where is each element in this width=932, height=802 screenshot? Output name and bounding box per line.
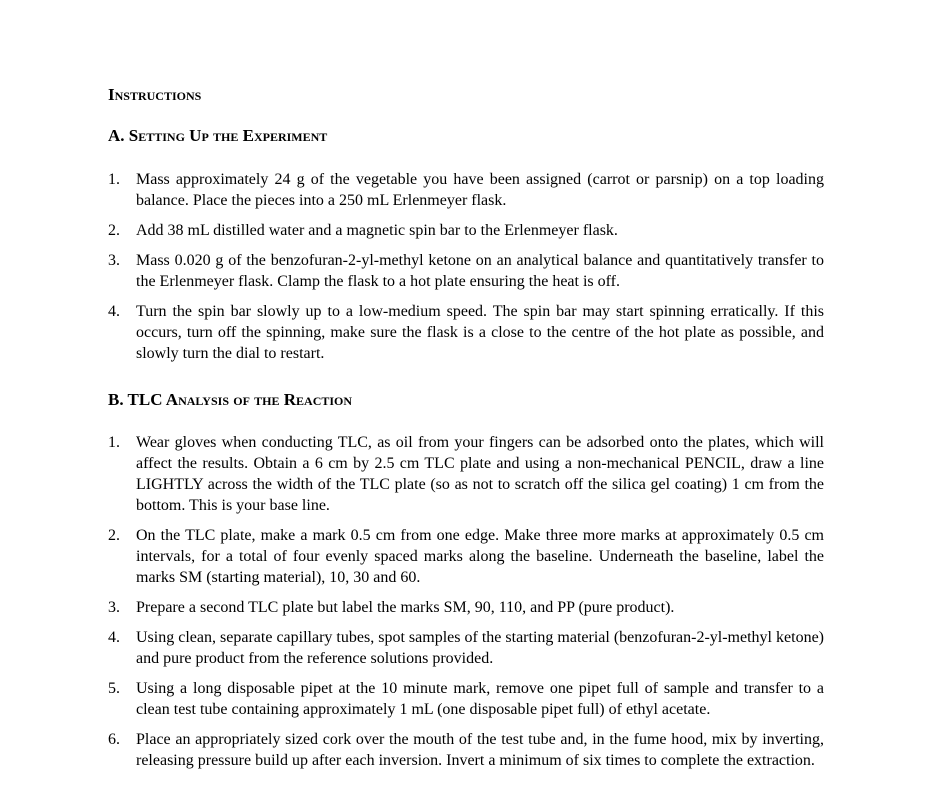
step-text: Place an appropriately sized cork over the mouth of the test tube and, in the fume hood, mix by inverting, releasing pressure build up after each inversion. Invert a minimum of six times to complete the extraction. — [136, 731, 824, 769]
instructions-heading: Instructions — [108, 85, 202, 104]
section-b-heading: B. TLC Analysis of the Reaction — [108, 390, 353, 409]
step-number: 4. — [108, 303, 120, 320]
section-b-step-1 — [108, 432, 824, 516]
step-number: 3. — [108, 599, 120, 616]
step-number: 1. — [108, 171, 120, 188]
section-a-heading: A. Setting Up the Experiment — [108, 126, 328, 145]
step-text: Mass 0.020 g of the benzofuran-2-yl-methyl ketone on an analytical balance and quantitatively transfer to the Erlenmeyer flask. Clamp the flask to a hot plate ensuring the heat is off. — [136, 252, 824, 290]
section-b-step-4 — [108, 627, 824, 669]
step-text: Mass approximately 24 g of the vegetable you have been assigned (carrot or parsnip) on a top loading balance. Place the pieces into a 250 mL Erlenmeyer flask. — [136, 171, 824, 209]
step-text: Wear gloves when conducting TLC, as oil from your fingers can be adsorbed onto the plates, which will affect the results. Obtain a 6 cm by 2.5 cm TLC plate and using a non-mechanical PENCIL, draw a line LIGHTLY across the width of the TLC plate (so as not to scratch off the silica gel coating) 1 cm from the bottom. This is your base line. — [136, 434, 824, 514]
step-text: Prepare a second TLC plate but label the marks SM, 90, 110, and PP (pure product). — [136, 599, 675, 616]
step-number: 2. — [108, 222, 120, 239]
step-text: Using a long disposable pipet at the 10 minute mark, remove one pipet full of sample and transfer to a clean test tube containing approximately 1 mL (one disposable pipet full) of ethyl acetate. — [136, 680, 824, 718]
step-number: 2. — [108, 527, 120, 544]
section-b-step-3 — [108, 597, 824, 618]
step-text: Using clean, separate capillary tubes, spot samples of the starting material (benzofuran-2-yl-methyl ketone) and pure product from the reference solutions provided. — [136, 629, 824, 667]
section-b-step-5 — [108, 678, 824, 720]
section-b-step-2 — [108, 525, 824, 588]
section-a-step-1 — [108, 169, 824, 211]
section-a-step-4 — [108, 301, 824, 364]
section-a-step-3 — [108, 250, 824, 292]
step-number: 1. — [108, 434, 120, 451]
step-number: 6. — [108, 731, 120, 748]
section-a-step-2 — [108, 220, 824, 241]
step-number: 5. — [108, 680, 120, 697]
step-number: 4. — [108, 629, 120, 646]
section-b-steps — [108, 432, 824, 780]
step-text: On the TLC plate, make a mark 0.5 cm from one edge. Make three more marks at approximately 0.5 cm intervals, for a total of four evenly spaced marks along the baseline. Underneath the baseline, label the marks SM (starting material), 10, 30 and 60. — [136, 527, 824, 586]
step-text: Add 38 mL distilled water and a magnetic spin bar to the Erlenmeyer flask. — [136, 222, 618, 239]
step-number: 3. — [108, 252, 120, 269]
step-text: Turn the spin bar slowly up to a low-medium speed. The spin bar may start spinning erratically. If this occurs, turn off the spinning, make sure the flask is a close to the centre of the hot plate as possible, and slowly turn the dial to restart. — [136, 303, 824, 362]
section-a-steps — [108, 169, 824, 373]
section-b-step-6 — [108, 729, 824, 771]
